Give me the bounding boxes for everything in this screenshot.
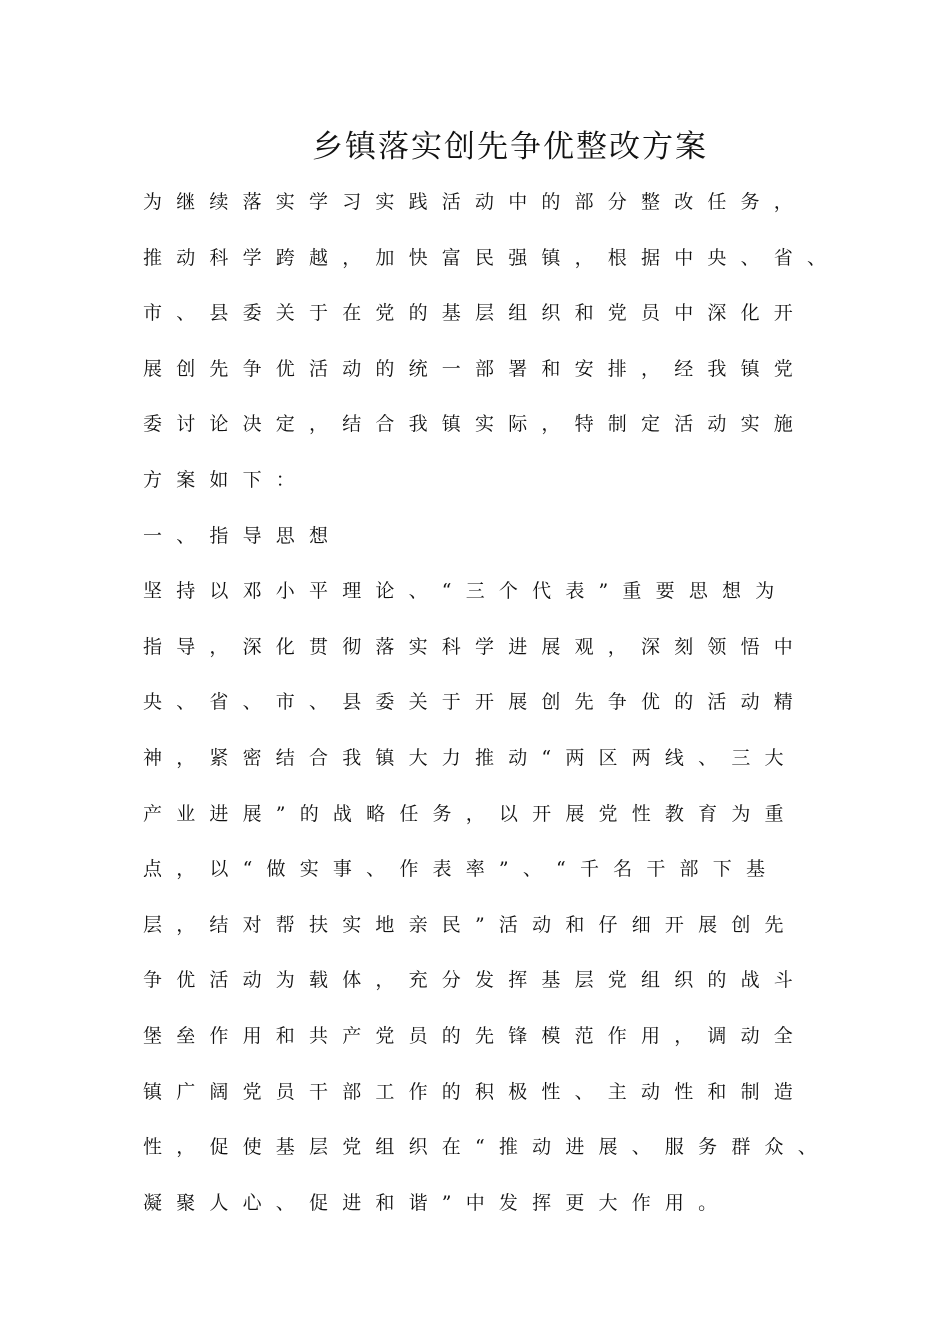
body-line: 镇广阔党员干部工作的积极性、主动性和制造 <box>143 1080 808 1103</box>
body-line: 为继续落实学习实践活动中的部分整改任务， <box>143 191 808 213</box>
body-line: 产业进展”的战略任务，以开展党性教育为重 <box>143 802 798 825</box>
body-line: 性，促使基层党组织在“推动进展、服务群众、 <box>143 1136 831 1159</box>
body-line: 指导，深化贯彻落实科学进展观，深刻领悟中 <box>143 635 808 658</box>
body-line: 央、省、市、县委关于开展创先争优的活动精 <box>143 691 808 714</box>
document-body <box>143 175 863 1231</box>
body-line: 坚持以邓小平理论、“三个代表”重要思想为 <box>143 580 789 603</box>
section-heading: 一、指导思想 <box>143 524 343 547</box>
body-line: 凝聚人心、促进和谐”中发挥更大作用。 <box>143 1191 732 1214</box>
body-line: 委讨论决定，结合我镇实际，特制定活动实施 <box>143 413 808 436</box>
body-line: 神，紧密结合我镇大力推动“两区两线、三大 <box>143 746 798 769</box>
body-line: 市、县委关于在党的基层组织和党员中深化开 <box>143 302 808 325</box>
body-line: 争优活动为载体，充分发挥基层党组织的战斗 <box>143 969 808 992</box>
body-line: 方案如下： <box>143 468 310 491</box>
body-line: 展创先争优活动的统一部署和安排，经我镇党 <box>143 357 808 380</box>
body-line: 堡垒作用和共产党员的先锋模范作用，调动全 <box>143 1024 808 1047</box>
body-line: 点，以“做实事、作表率”、“千名干部下基 <box>143 858 780 881</box>
document-title: 乡镇落实创先争优整改方案 <box>312 129 708 165</box>
body-line: 推动科学跨越，加快富民强镇，根据中央、省、 <box>143 246 841 269</box>
body-line: 层，结对帮扶实地亲民”活动和仔细开展创先 <box>143 913 798 936</box>
